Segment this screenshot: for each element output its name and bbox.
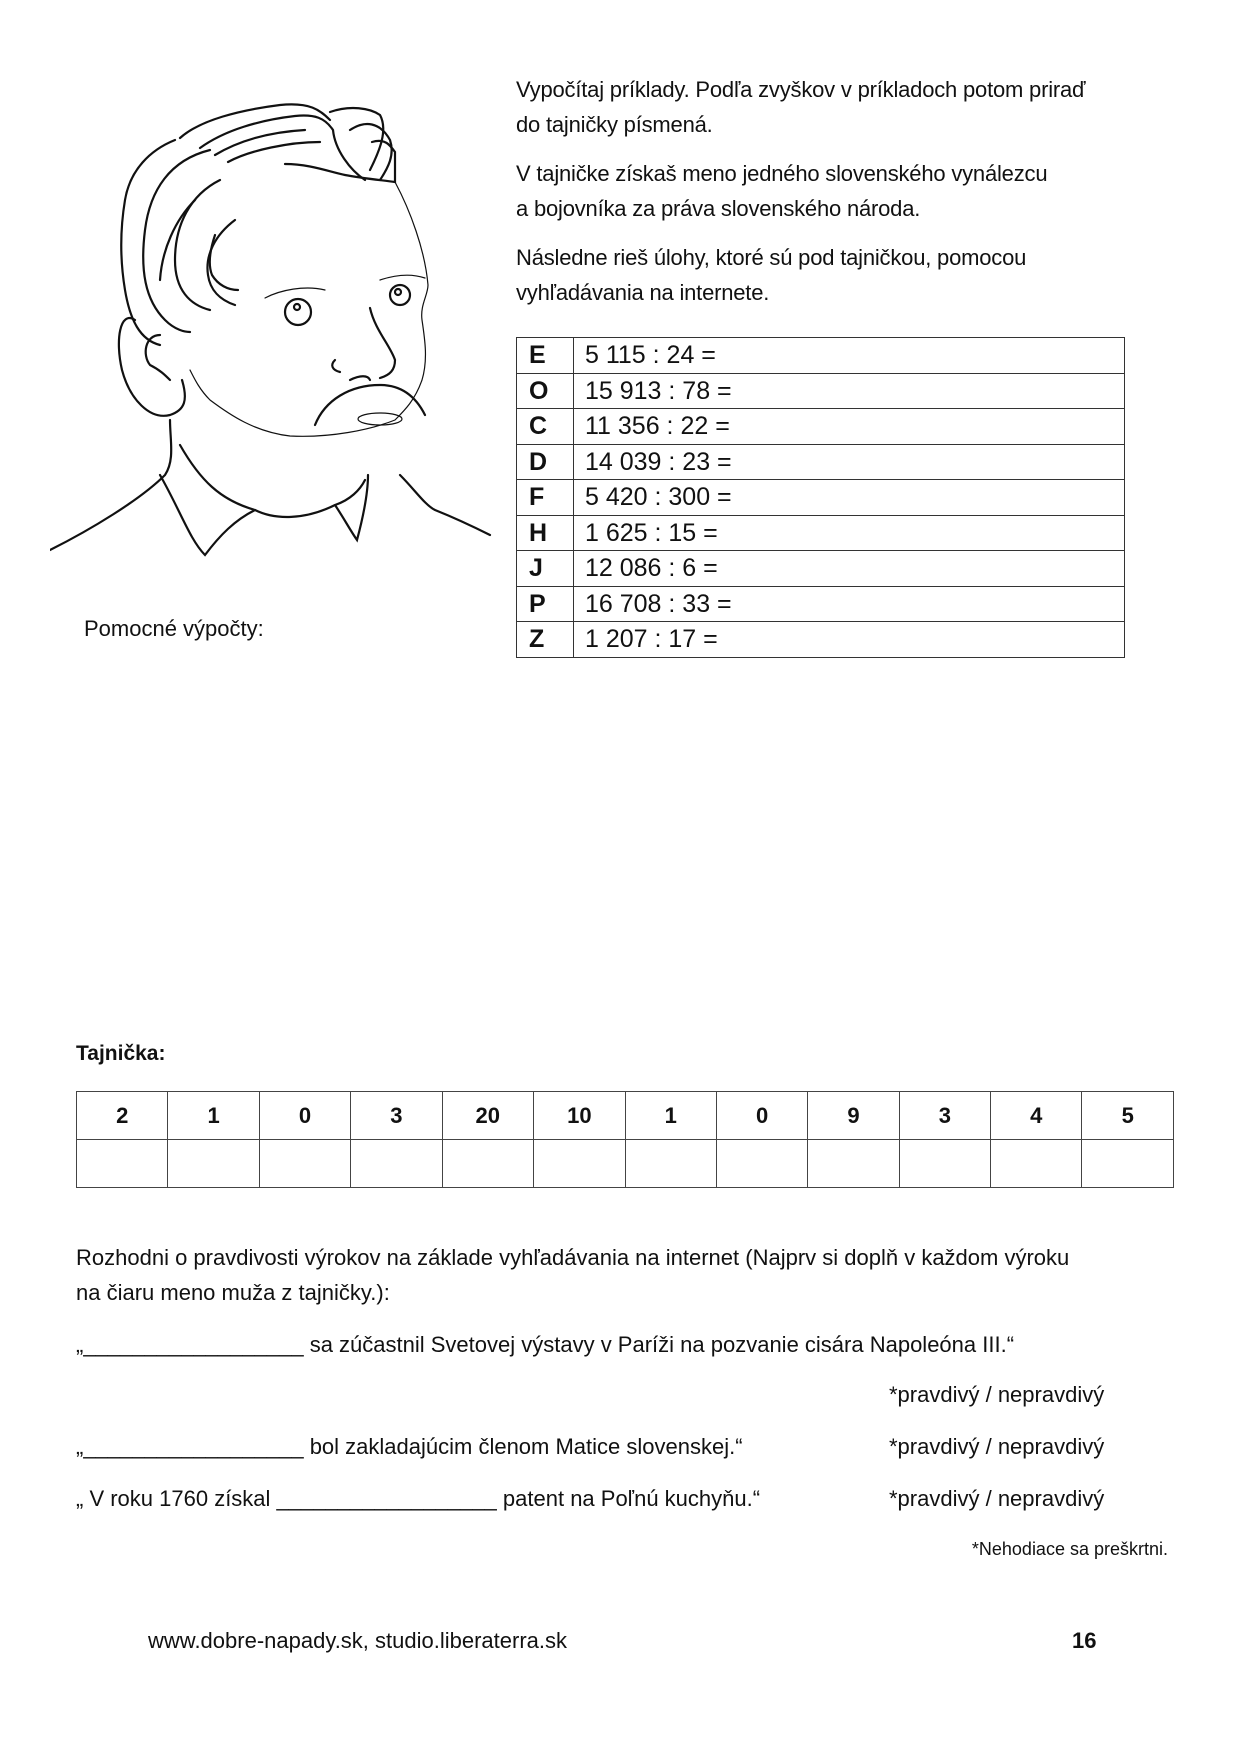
hair-stroke [207,220,235,305]
secret-number: 2 [77,1092,168,1140]
hair-stroke [180,104,330,138]
nostril [332,360,340,372]
fill-in-blank[interactable]: __________________ [276,1486,497,1511]
table-row [517,515,1125,551]
secret-answer-cell[interactable] [1082,1140,1174,1188]
hair-stroke [228,142,320,162]
secret-number: 3 [899,1092,990,1140]
brow-left [265,288,325,298]
row-expression[interactable]: 14 039 : 23 = [574,444,1125,480]
statement-text: patent na Poľnú kuchyňu.“ [496,1486,761,1511]
secret-number: 1 [625,1092,716,1140]
table-row [517,551,1125,587]
secret-number: 5 [1082,1092,1174,1140]
division-table [516,337,1125,658]
hair-stroke [330,108,383,170]
collar [400,475,490,535]
secret-number-row [77,1092,1174,1140]
true-false-choice[interactable]: *pravdivý / nepravdivý [889,1382,1105,1407]
hair-stroke [200,116,365,180]
row-expression[interactable]: 5 420 : 300 = [574,480,1125,516]
brow-right [380,275,425,280]
secret-answer-cell[interactable] [808,1140,899,1188]
collar [160,475,255,555]
table-row [517,373,1125,409]
intro-paragraph-2: V tajničke získaš meno jedného slovenského vynálezcu a bojovníka za práva slovenského národa. [516,161,1048,221]
secret-number: 1 [168,1092,259,1140]
face-outline [190,182,428,436]
table-row [517,480,1125,516]
hair-stroke [121,140,175,345]
pupil-right [395,289,401,295]
secret-number: 3 [351,1092,442,1140]
eye-left [285,299,311,325]
footnote: *Nehodiace sa preškrtni. [971,1539,1168,1559]
row-letter: F [517,480,574,516]
row-letter: D [517,444,574,480]
hair-stroke [285,141,395,182]
statement-1 [76,1330,1014,1360]
secret-answer-cell[interactable] [534,1140,626,1188]
row-expression[interactable]: 12 086 : 6 = [574,551,1125,587]
secret-number: 0 [259,1092,350,1140]
footer-links[interactable]: www.dobre-napady.sk, studio.liberaterra.sk [148,1628,568,1653]
row-expression[interactable]: 1 207 : 17 = [574,622,1125,658]
statement-3 [76,1484,760,1514]
pupil-left [294,304,300,310]
row-letter: H [517,515,574,551]
secret-grid [76,1091,1174,1188]
collar [180,445,365,517]
nostril [350,376,370,380]
secret-number: 20 [442,1092,534,1140]
hair-stroke [215,130,305,155]
secret-answer-cell[interactable] [259,1140,350,1188]
portrait-illustration [50,80,500,560]
row-letter: E [517,338,574,374]
secret-answer-cell[interactable] [716,1140,807,1188]
table-row [517,338,1125,374]
secret-answer-cell[interactable] [168,1140,259,1188]
secret-answer-cell[interactable] [899,1140,990,1188]
nose [370,308,395,378]
statement-prefix: „ [76,1434,84,1459]
table-row [517,409,1125,445]
statement-2 [76,1432,743,1462]
secret-answer-cell[interactable] [77,1140,168,1188]
row-expression[interactable]: 1 625 : 15 = [574,515,1125,551]
page-number: 16 [1072,1628,1097,1653]
fill-in-blank[interactable]: __________________ [83,1434,304,1459]
secret-answer-cell[interactable] [625,1140,716,1188]
statement-prefix: „ V roku 1760 získal [76,1486,277,1511]
row-letter: O [517,373,574,409]
helper-calculations-label: Pomocné výpočty: [84,616,264,641]
secret-title: Tajnička: [76,1042,166,1065]
true-false-choice[interactable]: *pravdivý / nepravdivý [889,1434,1105,1459]
row-expression[interactable]: 11 356 : 22 = [574,409,1125,445]
secret-number: 10 [534,1092,626,1140]
statement-prefix: „ [76,1332,84,1357]
secret-number: 0 [716,1092,807,1140]
row-expression[interactable]: 16 708 : 33 = [574,586,1125,622]
row-expression[interactable]: 5 115 : 24 = [574,338,1125,374]
table-row [517,622,1125,658]
statement-text: sa zúčastnil Svetovej výstavy v Paríži na pozvanie cisára Napoleóna III.“ [303,1332,1015,1357]
row-letter: C [517,409,574,445]
table-row [517,586,1125,622]
row-expression[interactable]: 15 913 : 78 = [574,373,1125,409]
row-letter: J [517,551,574,587]
collar [50,420,171,550]
row-letter: P [517,586,574,622]
secret-number: 4 [991,1092,1082,1140]
secret-answer-cell[interactable] [991,1140,1082,1188]
intro-paragraph-1: Vypočítaj príklady. Podľa zvyškov v príkladoch potom priraď do tajničky písmená. [516,77,1086,137]
row-letter: Z [517,622,574,658]
secret-answer-cell[interactable] [351,1140,442,1188]
statements-instruction: Rozhodni o pravdivosti výrokov na základe vyhľadávania na internet (Najprv si doplň v každom výroku na čiaru meno muža z tajničky.): [76,1245,1070,1305]
intro-text [516,72,1176,310]
secret-answer-row [77,1140,1174,1188]
secret-number: 9 [808,1092,899,1140]
fill-in-blank[interactable]: __________________ [83,1332,304,1357]
statement-text: bol zakladajúcim členom Matice slovenskej.“ [303,1434,743,1459]
intro-paragraph-3: Následne rieš úlohy, ktoré sú pod tajničkou, pomocou vyhľadávania na internete. [516,245,1027,305]
table-row [517,444,1125,480]
ear-inner [146,335,170,380]
secret-answer-cell[interactable] [442,1140,534,1188]
true-false-choice[interactable]: *pravdivý / nepravdivý [889,1486,1105,1511]
